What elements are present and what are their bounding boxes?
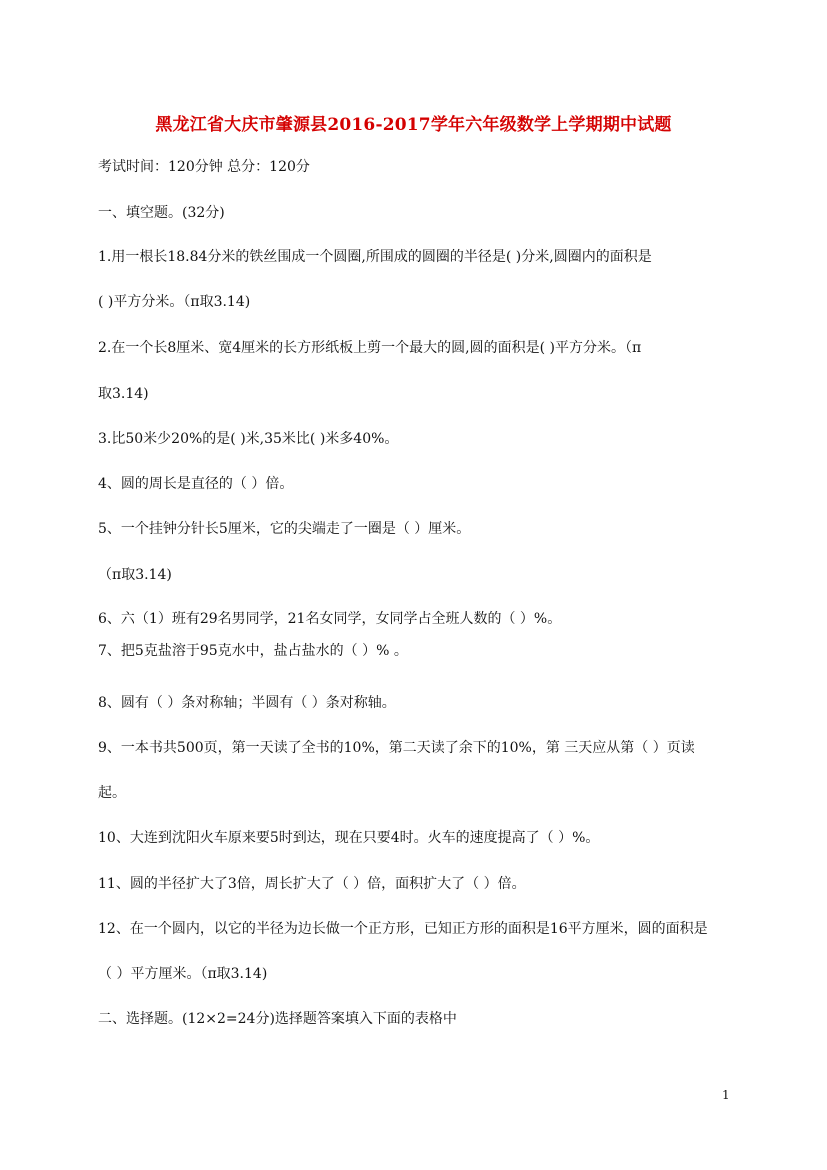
question-12-line-2: （ ）平方厘米。（π取3.14)	[98, 966, 268, 982]
question-1-line-2: ( )平方分米。（π取3.14)	[98, 294, 251, 310]
question-9-line-2: 起。	[98, 785, 126, 801]
question-2-line-2: 取3.14)	[98, 386, 149, 402]
page-number: 1	[722, 1088, 730, 1102]
question-11: 11、圆的半径扩大了3倍，周长扩大了（ ）倍，面积扩大了（ ）倍。	[98, 876, 526, 892]
question-5-note: （π取3.14)	[98, 567, 172, 583]
question-8: 8、圆有（ ）条对称轴；半圆有（ ）条对称轴。	[98, 695, 396, 711]
section-1-heading: 一、填空题。(32分)	[98, 205, 225, 221]
question-7: 7、把5克盐溶于95克水中，盐占盐水的（ ）% 。	[98, 643, 408, 659]
question-4: 4、圆的周长是直径的（ ）倍。	[98, 476, 294, 492]
question-3: 3.比50米少20%的是( )米,35米比( )米多40%。	[98, 431, 399, 447]
question-5: 5、一个挂钟分针长5厘米，它的尖端走了一圈是（ ）厘米。	[98, 521, 471, 537]
exam-info: 考试时间：120分钟 总分：120分	[98, 159, 310, 175]
document-title: 黑龙江省大庆市肇源县2016-2017学年六年级数学上学期期中试题	[155, 115, 672, 135]
question-12-line-1: 12、在一个圆内，以它的半径为边长做一个正方形，已知正方形的面积是16平方厘米，圆的面积是	[98, 921, 708, 937]
question-2-line-1: 2.在一个长8厘米、宽4厘米的长方形纸板上剪一个最大的圆,圆的面积是( )平方分米。（π	[98, 340, 642, 356]
question-9-line-1: 9、一本书共500页，第一天读了全书的10%，第二天读了余下的10%，第 三天应从第（ ）页读	[98, 740, 695, 756]
section-2-heading: 二、选择题。(12×2=24分)选择题答案填入下面的表格中	[98, 1011, 457, 1027]
question-6: 6、六（1）班有29名男同学，21名女同学，女同学占全班人数的（ ）%。	[98, 611, 562, 627]
question-10: 10、大连到沈阳火车原来要5时到达，现在只要4时。火车的速度提高了（ ）%。	[98, 830, 600, 846]
question-1-line-1: 1.用一根长18.84分米的铁丝围成一个圆圈,所围成的圆圈的半径是( )分米,圆圈内的面积是	[98, 249, 652, 265]
